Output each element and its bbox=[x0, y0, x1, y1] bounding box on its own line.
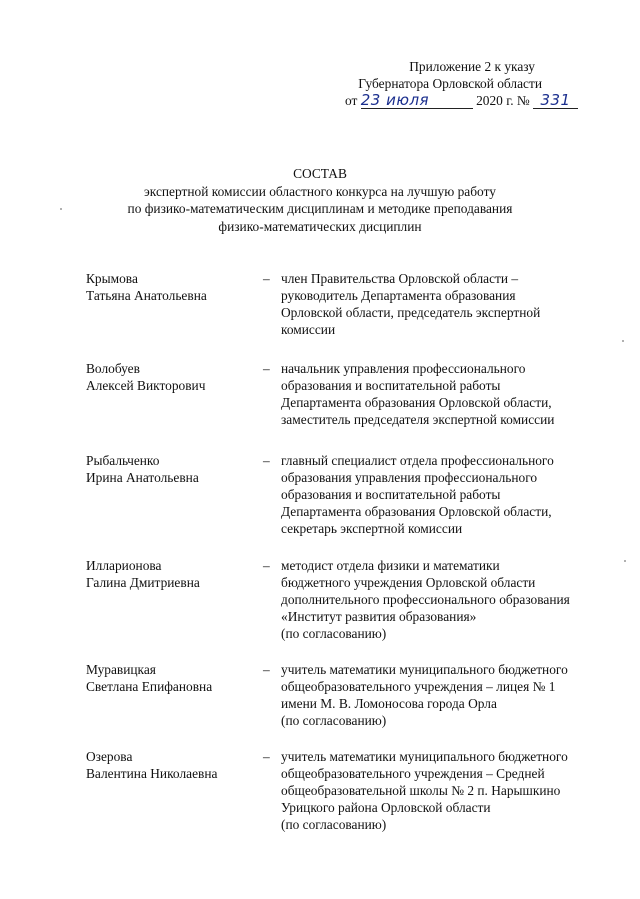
role-line: секретарь экспертной комиссии bbox=[281, 521, 463, 536]
member-entry bbox=[86, 661, 596, 748]
scan-speck bbox=[60, 208, 62, 210]
member-surname: Крымова bbox=[86, 271, 138, 286]
member-role bbox=[281, 748, 596, 833]
decree-date-line bbox=[345, 92, 595, 109]
member-given-names: Татьяна Анатольевна bbox=[86, 288, 207, 303]
role-line: Орловской области, председатель экспертной bbox=[281, 305, 541, 320]
role-line: учитель математики муниципального бюджетного bbox=[281, 662, 568, 677]
dash-separator: – bbox=[263, 453, 270, 468]
role-line: дополнительного профессионального образования bbox=[281, 592, 570, 607]
member-surname: Рыбальченко bbox=[86, 453, 160, 468]
member-entry bbox=[86, 360, 596, 452]
role-line: образования управления профессионального bbox=[281, 470, 538, 485]
role-line: комиссии bbox=[281, 322, 336, 337]
role-line: методист отдела физики и математики bbox=[281, 558, 500, 573]
title-line: физико-математических дисциплин bbox=[218, 218, 422, 234]
role-line: учитель математики муниципального бюджетного bbox=[281, 749, 568, 764]
member-surname: Озерова bbox=[86, 749, 133, 764]
member-given-names: Алексей Викторович bbox=[86, 378, 206, 393]
title-line: экспертной комиссии областного конкурса на лучшую работу bbox=[144, 183, 496, 199]
year-text: 2020 г. № bbox=[476, 93, 530, 108]
role-line: член Правительства Орловской области – bbox=[281, 271, 519, 286]
appendix-line-2: Губернатора Орловской области bbox=[358, 76, 542, 91]
role-line: имени М. В. Ломоносова города Орла bbox=[281, 696, 497, 711]
member-entry bbox=[86, 452, 596, 557]
role-line: образования и воспитательной работы bbox=[281, 378, 501, 393]
role-line: (по согласованию) bbox=[281, 817, 387, 832]
member-surname: Муравицкая bbox=[86, 662, 156, 677]
commission-members-list bbox=[86, 270, 596, 838]
role-line: общеобразовательного учреждения – лицея № 1 bbox=[281, 679, 556, 694]
scan-speck bbox=[624, 560, 626, 562]
member-name bbox=[86, 557, 256, 591]
title-line: по физико-математическим дисциплинам и методике преподавания bbox=[127, 201, 513, 216]
document-title bbox=[80, 165, 560, 235]
dash-separator: – bbox=[263, 558, 270, 573]
member-role bbox=[281, 661, 596, 729]
role-line: заместитель председателя экспертной комиссии bbox=[281, 412, 555, 427]
member-entry bbox=[86, 557, 596, 661]
role-line: руководитель Департамента образования bbox=[281, 288, 516, 303]
member-name bbox=[86, 452, 256, 486]
role-line: Департамента образования Орловской области, bbox=[281, 504, 552, 519]
member-name bbox=[86, 360, 256, 394]
member-given-names: Ирина Анатольевна bbox=[86, 470, 199, 485]
role-line: Урицкого района Орловской области bbox=[281, 800, 491, 815]
appendix-line-1: Приложение 2 к указу bbox=[409, 59, 535, 74]
role-line: «Институт развития образования» bbox=[281, 609, 477, 624]
member-entry bbox=[86, 748, 596, 838]
member-surname: Волобуев bbox=[86, 361, 140, 376]
handwritten-date: 23 июля bbox=[361, 93, 473, 109]
member-role bbox=[281, 270, 596, 338]
handwritten-decree-number: 331 bbox=[533, 93, 578, 109]
role-line: общеобразовательного учреждения – Средней bbox=[281, 766, 545, 781]
role-line: главный специалист отдела профессионального bbox=[281, 453, 554, 468]
role-line: начальник управления профессионального bbox=[281, 361, 526, 376]
member-role bbox=[281, 452, 596, 537]
member-name bbox=[86, 748, 256, 782]
member-name bbox=[86, 661, 256, 695]
member-role bbox=[281, 557, 596, 642]
member-name bbox=[86, 270, 256, 304]
member-entry bbox=[86, 270, 596, 360]
member-given-names: Валентина Николаевна bbox=[86, 766, 218, 781]
dash-separator: – bbox=[263, 662, 270, 677]
member-role bbox=[281, 360, 596, 428]
dash-separator: – bbox=[263, 361, 270, 376]
role-line: общеобразовательной школы № 2 п. Нарышкино bbox=[281, 783, 561, 798]
member-given-names: Галина Дмитриевна bbox=[86, 575, 200, 590]
member-given-names: Светлана Епифановна bbox=[86, 679, 213, 694]
role-line: образования и воспитательной работы bbox=[281, 487, 501, 502]
role-line: Департамента образования Орловской области, bbox=[281, 395, 552, 410]
role-line: (по согласованию) bbox=[281, 626, 387, 641]
date-prefix: от bbox=[345, 93, 358, 108]
role-line: бюджетного учреждения Орловской области bbox=[281, 575, 536, 590]
dash-separator: – bbox=[263, 271, 270, 286]
role-line: (по согласованию) bbox=[281, 713, 387, 728]
scan-speck bbox=[622, 340, 624, 342]
title-heading: СОСТАВ bbox=[293, 166, 347, 181]
member-surname: Илларионова bbox=[86, 558, 162, 573]
dash-separator: – bbox=[263, 749, 270, 764]
appendix-header bbox=[345, 58, 595, 109]
